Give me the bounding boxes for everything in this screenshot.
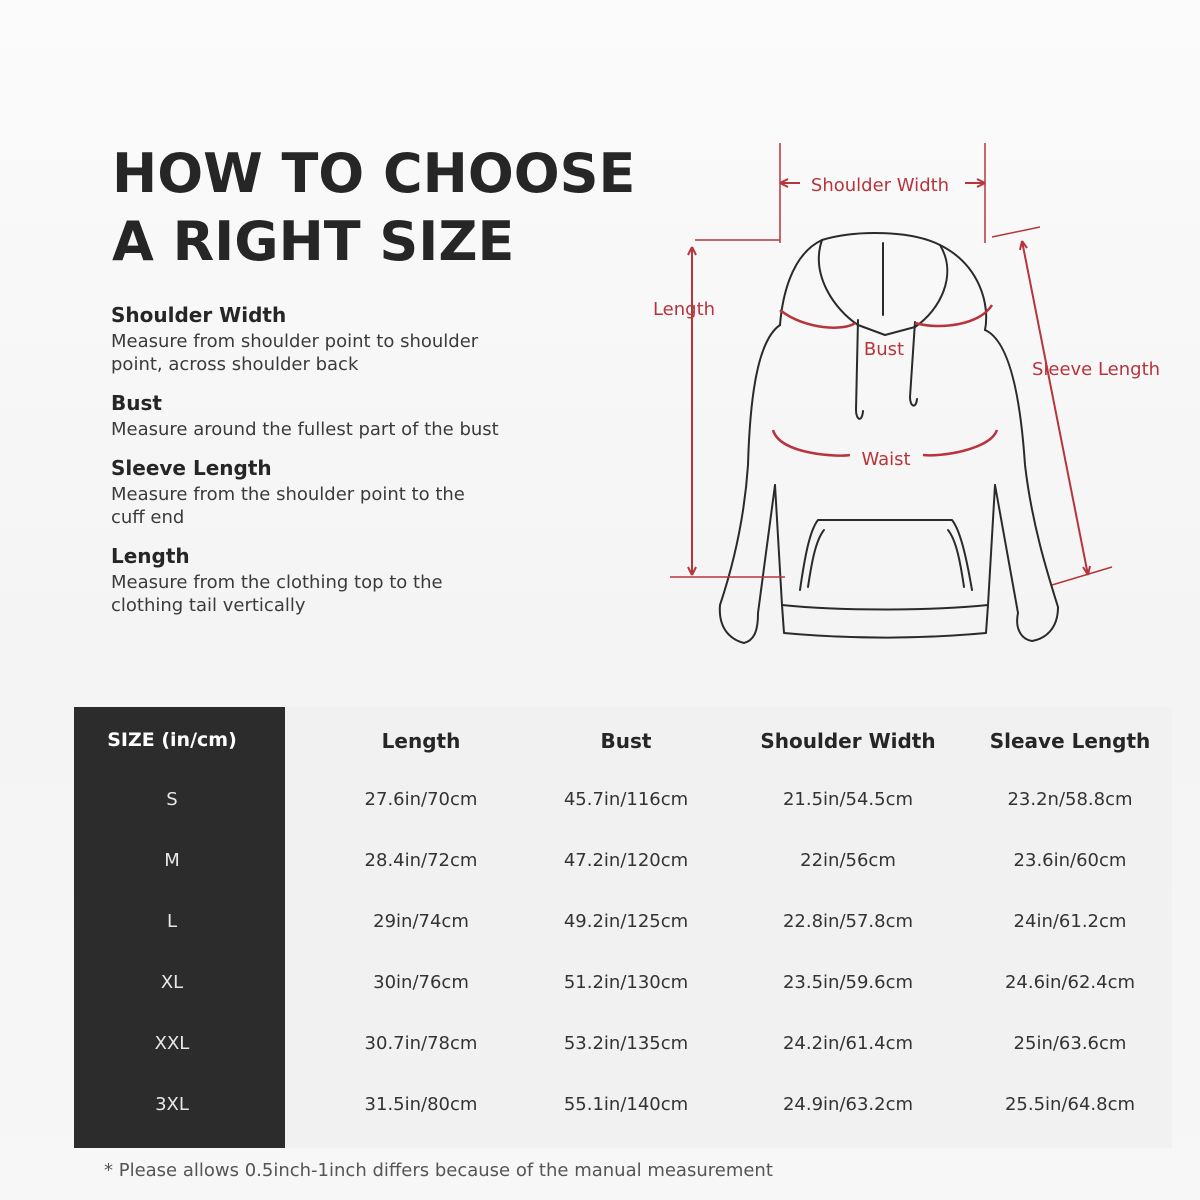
measurement-definitions: [111, 300, 551, 629]
cell-shoulder-width: 21.5in/54.5cm: [782, 789, 914, 810]
table-row: [74, 1033, 1172, 1061]
definition-heading: Bust: [111, 391, 162, 415]
cell-length: 31.5in/80cm: [364, 1094, 478, 1115]
page-title: [112, 140, 635, 276]
cell-shoulder-width: 22.8in/57.8cm: [782, 911, 914, 932]
cell-size: M: [164, 850, 180, 871]
table-row: [74, 972, 1172, 1000]
definition-text: clothing tail vertically: [111, 595, 306, 616]
definition-sleeve-length: [111, 453, 551, 529]
cell-bust: 53.2in/135cm: [563, 1033, 689, 1054]
cell-bust: 45.7in/116cm: [563, 789, 689, 810]
cell-sleeve-length: 25in/63.6cm: [1013, 1033, 1127, 1054]
definition-text: Measure from the shoulder point to the: [111, 484, 465, 505]
title-line-2: A RIGHT SIZE: [112, 210, 515, 273]
measurement-labels: [653, 175, 1160, 470]
cell-length: 30.7in/78cm: [364, 1033, 478, 1054]
table-row: [74, 1094, 1172, 1122]
cell-bust: 49.2in/125cm: [563, 911, 689, 932]
cell-shoulder-width: 24.9in/63.2cm: [782, 1094, 914, 1115]
size-chart-table: [74, 707, 1172, 1148]
label-sleeve-length: Sleeve Length: [1031, 359, 1161, 380]
column-header-shoulder-width: Shoulder Width: [760, 729, 936, 753]
definition-text: cuff end: [111, 507, 185, 528]
column-header-bust: Bust: [600, 729, 652, 753]
cell-shoulder-width: 24.2in/61.4cm: [782, 1033, 914, 1054]
definition-length: [111, 541, 551, 617]
hoodie-outline: [720, 233, 1058, 643]
definition-text: Measure around the fullest part of the bust: [111, 419, 499, 440]
cell-sleeve-length: 25.5in/64.8cm: [1004, 1094, 1136, 1115]
cell-size: S: [166, 789, 178, 810]
table-header-row: [74, 729, 1172, 765]
cell-length: 30in/76cm: [373, 972, 469, 993]
label-shoulder-width: Shoulder Width: [810, 175, 950, 196]
definition-text: point, across shoulder back: [111, 354, 359, 375]
column-header-length: Length: [381, 729, 461, 753]
definition-heading: Sleeve Length: [111, 456, 272, 480]
definition-text: Measure from the clothing top to the: [111, 572, 443, 593]
label-length: Length: [652, 299, 716, 320]
label-bust: Bust: [863, 339, 905, 360]
definition-heading: Shoulder Width: [111, 303, 287, 327]
cell-sleeve-length: 23.2n/58.8cm: [1007, 789, 1133, 810]
cell-shoulder-width: 22in/56cm: [800, 850, 896, 871]
cell-length: 29in/74cm: [373, 911, 469, 932]
label-waist: Waist: [861, 449, 911, 470]
column-header-size: SIZE (in/cm): [107, 729, 237, 751]
cell-bust: 51.2in/130cm: [563, 972, 689, 993]
cell-bust: 47.2in/120cm: [563, 850, 689, 871]
cell-length: 27.6in/70cm: [364, 789, 478, 810]
table-row: [74, 789, 1172, 817]
hoodie-outline-icon: [640, 135, 1180, 655]
hoodie-measurement-diagram: [640, 135, 1180, 655]
table-row: [74, 911, 1172, 939]
cell-sleeve-length: 24in/61.2cm: [1013, 911, 1127, 932]
cell-bust: 55.1in/140cm: [563, 1094, 689, 1115]
column-header-sleeve-length: Sleave Length: [989, 729, 1151, 753]
definition-shoulder-width: [111, 300, 551, 376]
definition-heading: Length: [111, 544, 190, 568]
cell-size: L: [166, 911, 178, 932]
title-line-1: HOW TO CHOOSE: [112, 142, 636, 205]
cell-shoulder-width: 23.5in/59.6cm: [782, 972, 914, 993]
cell-size: XXL: [154, 1033, 190, 1054]
definition-bust: [111, 388, 551, 441]
cell-sleeve-length: 23.6in/60cm: [1013, 850, 1127, 871]
footnote: * Please allows 0.5inch-1inch differs because of the manual measurement: [104, 1160, 773, 1181]
cell-size: 3XL: [155, 1094, 189, 1115]
cell-size: XL: [160, 972, 184, 993]
cell-length: 28.4in/72cm: [364, 850, 478, 871]
definition-text: Measure from shoulder point to shoulder: [111, 331, 479, 352]
cell-sleeve-length: 24.6in/62.4cm: [1004, 972, 1136, 993]
table-row: [74, 850, 1172, 878]
